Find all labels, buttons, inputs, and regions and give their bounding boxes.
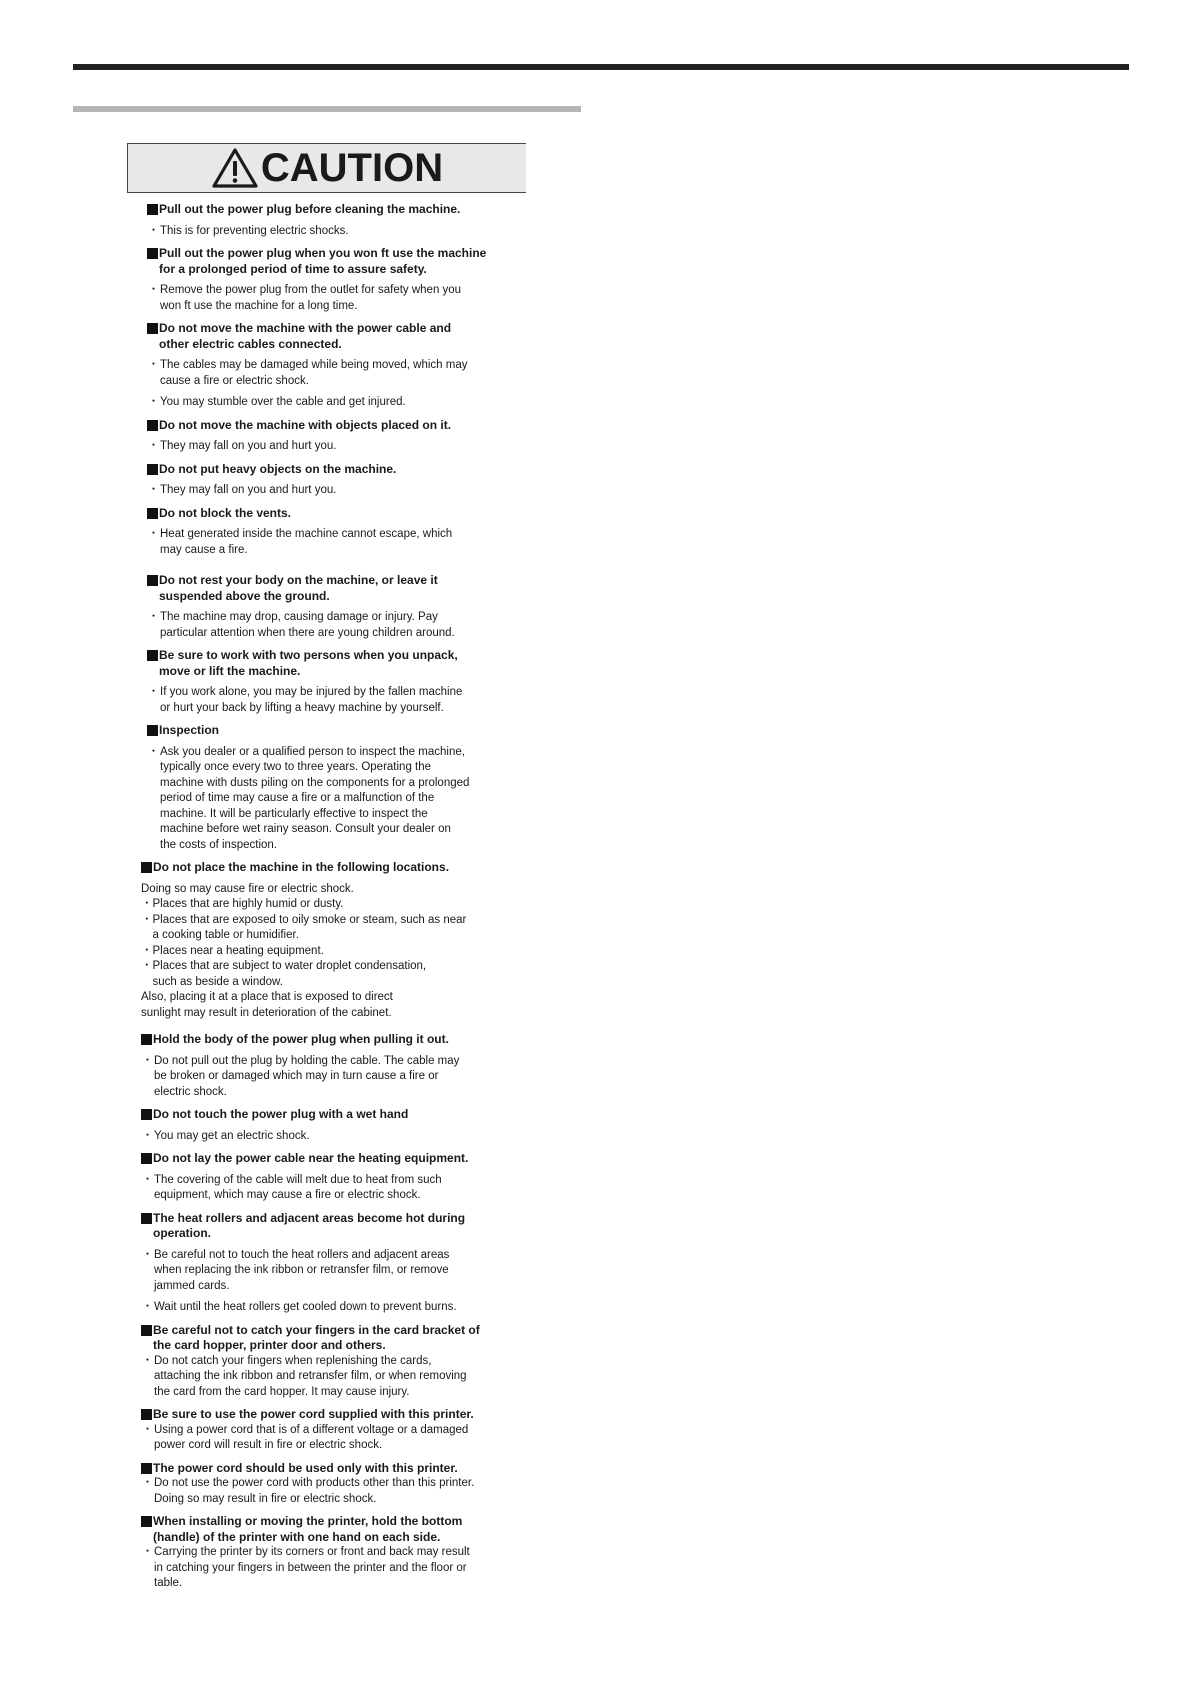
item-note: Wait until the heat rollers get cooled down to prevent burns.	[154, 1301, 457, 1313]
caution-item: Do not move the machine with objects placed on it. ・ They may fall on you and hurt you.	[147, 418, 547, 455]
square-bullet-icon	[147, 508, 158, 519]
item-note: The machine may drop, causing damage or injury. Pay particular attention when there are young children around.	[160, 611, 455, 639]
caution-list	[141, 202, 547, 1599]
square-bullet-icon	[141, 1463, 152, 1474]
item-note: Do not catch your fingers when replenishing the cards, attaching the ink ribbon and retransfer film, or when removing the card from the card hopper. It may cause injury.	[154, 1354, 467, 1398]
caution-title: CAUTION	[260, 146, 444, 190]
item-heading: The heat rollers and adjacent areas become hot during operation.	[153, 1210, 466, 1240]
square-bullet-icon	[147, 420, 158, 431]
caution-item: Be sure to work with two persons when you unpack, move or lift the machine. ・ If you work alone, you may be injured by the fallen machine or hurt your back by lifting a heavy machine by yourself.	[147, 648, 547, 716]
caution-item: Pull out the power plug before cleaning the machine. ・ This is for preventing electric shocks.	[147, 202, 547, 239]
item-note: Ask you dealer or a qualified person to inspect the machine, typically once every two to three years. Operating the machine with dusts piling on the components for a prolonged period of time may cause a fire or a malfunction of the machine. It will be particularly effective to inspect the machine before wet rainy season. Consult your dealer on the costs of inspection.	[160, 745, 470, 851]
item-heading: Do not place the machine in the following locations.	[153, 860, 450, 874]
item-note: You may stumble over the cable and get injured.	[160, 396, 406, 408]
item-heading: Do not block the vents.	[159, 505, 292, 520]
square-bullet-icon	[147, 204, 158, 215]
caution-item: When installing or moving the printer, hold the bottom (handle) of the printer with one hand on each side. ・ Carrying the printer by its corners or front and back may result in catching your fingers in between the printer and the floor or table.	[141, 1514, 547, 1592]
square-bullet-icon	[141, 1325, 152, 1336]
location-item: Places that are highly humid or dusty.	[152, 898, 344, 910]
item-note: Carrying the printer by its corners or front and back may result in catching your fingers in between the printer and the floor or table.	[154, 1546, 470, 1589]
item-note: Heat generated inside the machine cannot escape, which may cause a fire.	[160, 528, 453, 556]
item-heading: When installing or moving the printer, hold the bottom (handle) of the printer with one hand on each side.	[153, 1514, 463, 1544]
square-bullet-icon	[141, 1153, 152, 1164]
locations-intro: Doing so may cause fire or electric shock.	[141, 882, 354, 895]
square-bullet-icon	[147, 575, 158, 586]
item-note: This is for preventing electric shocks.	[160, 224, 349, 237]
caution-item: Inspection ・ Ask you dealer or a qualified person to inspect the machine, typically once every two to three years. Operating the machine with dusts piling on the components for a prolonged period of time may cause a fire or a malfunction of the machine. It will be particularly effective to inspect the machine before wet rainy season. Consult your dealer on the costs of inspection.	[147, 723, 547, 853]
item-heading: Do not move the machine with objects placed on it.	[159, 417, 452, 432]
square-bullet-icon	[141, 1213, 152, 1224]
item-heading: Pull out the power plug before cleaning the machine.	[159, 202, 461, 216]
item-heading: Pull out the power plug when you won ft use the machine for a prolonged period of time to assure safety.	[159, 246, 487, 276]
item-heading: Do not lay the power cable near the heating equipment.	[153, 1151, 469, 1165]
item-note: Using a power cord that is of a different voltage or a damaged power cord will result in fire or electric shock.	[154, 1423, 469, 1451]
item-note: Do not use the power cord with products other than this printer. Doing so may result in fire or electric shock.	[154, 1477, 475, 1505]
caution-item: Be sure to use the power cord supplied with this printer. ・ Using a power cord that is of a different voltage or a damaged power cord will result in fire or electric shock.	[141, 1407, 547, 1454]
item-heading: Do not touch the power plug with a wet hand	[153, 1107, 409, 1121]
item-heading: Do not put heavy objects on the machine.	[159, 461, 397, 476]
locations-note: Also, placing it at a place that is exposed to direct sunlight may result in deterioration of the cabinet.	[141, 991, 393, 1019]
caution-banner	[127, 143, 526, 193]
caution-item: The power cord should be used only with this printer. ・ Do not use the power cord with products other than this printer. Doing so may result in fire or electric shock.	[141, 1461, 547, 1508]
item-heading: Be sure to work with two persons when you unpack, move or lift the machine.	[159, 648, 458, 678]
item-note: Be careful not to touch the heat rollers and adjacent areas when replacing the ink ribbon or retransfer film, or remove jammed cards.	[154, 1248, 450, 1292]
caution-item: Do not rest your body on the machine, or leave it suspended above the ground. ・ The machine may drop, causing damage or injury. Pay particular attention when there are young children around.	[147, 573, 547, 641]
section-rule	[73, 106, 581, 112]
square-bullet-icon	[141, 1409, 152, 1420]
item-note: Do not pull out the plug by holding the cable. The cable may be broken or damaged which may in turn cause a fire or electric shock.	[154, 1054, 460, 1098]
top-rule	[73, 64, 1129, 70]
square-bullet-icon	[147, 248, 158, 259]
square-bullet-icon	[141, 1516, 152, 1527]
square-bullet-icon	[147, 464, 158, 475]
square-bullet-icon	[147, 650, 158, 661]
caution-item: Be careful not to catch your fingers in the card bracket of the card hopper, printer door and others. ・ Do not catch your fingers when replenishing the cards, attaching the ink ribbon and retransfer film, or when removing the card from the card hopper. It may cause injury.	[141, 1323, 547, 1401]
caution-item: Do not touch the power plug with a wet hand ・ You may get an electric shock.	[141, 1107, 547, 1144]
caution-item: Pull out the power plug when you won ft use the machine for a prolonged period of time to assure safety. ・ Remove the power plug from the outlet for safety when you won ft use the machine for a long time.	[147, 246, 547, 314]
caution-item: Do not block the vents. ・ Heat generated inside the machine cannot escape, which may cause a fire.	[147, 506, 547, 559]
locations-section: Do not place the machine in the following locations. Doing so may cause fire or electric shock. ・ Places that are highly humid or dusty. ・ Places that are exposed to oily smoke or steam, such as near a cooking table or humidifier. ・ Places near a heating equipment. ・ Places that are subject to water droplet condensation, such as beside a window. Also, placing it at a place that is exposed to direct sunlight may result in deterioration of the cabinet.	[141, 860, 547, 1021]
item-heading: Be sure to use the power cord supplied with this printer.	[153, 1407, 474, 1421]
item-note: You may get an electric shock.	[154, 1129, 310, 1142]
caution-item: Hold the body of the power plug when pulling it out. ・ Do not pull out the plug by holding the cable. The cable may be broken or damaged which may in turn cause a fire or electric shock.	[141, 1032, 547, 1100]
square-bullet-icon	[147, 725, 158, 736]
item-note: The covering of the cable will melt due to heat from such equipment, which may cause a fire or electric shock.	[154, 1173, 442, 1201]
square-bullet-icon	[141, 1034, 152, 1045]
item-note: They may fall on you and hurt you.	[160, 484, 337, 496]
item-note: The cables may be damaged while being moved, which may cause a fire or electric shock.	[160, 359, 468, 387]
square-bullet-icon	[141, 1109, 152, 1120]
item-heading: The power cord should be used only with this printer.	[153, 1460, 458, 1475]
caution-item: Do not put heavy objects on the machine. ・ They may fall on you and hurt you.	[147, 462, 547, 499]
caution-item: The heat rollers and adjacent areas become hot during operation. ・ Be careful not to touch the heat rollers and adjacent areas when replacing the ink ribbon or retransfer film, or remove jammed cards. ・ Wait until the heat rollers get cooled down to prevent burns.	[141, 1211, 547, 1316]
warning-triangle-icon	[211, 147, 259, 189]
item-heading: Inspection	[159, 723, 220, 737]
item-note: They may fall on you and hurt you.	[160, 440, 337, 452]
item-note: Remove the power plug from the outlet for safety when you won ft use the machine for a long time.	[160, 284, 462, 312]
item-heading: Hold the body of the power plug when pulling it out.	[153, 1032, 449, 1046]
item-note: If you work alone, you may be injured by the fallen machine or hurt your back by lifting a heavy machine by yourself.	[160, 686, 463, 714]
square-bullet-icon	[141, 862, 152, 873]
location-item: Places near a heating equipment.	[152, 944, 324, 957]
item-heading: Be careful not to catch your fingers in the card bracket of the card hopper, printer door and others.	[153, 1322, 480, 1352]
location-item: Places that are exposed to oily smoke or steam, such as near a cooking table or humidifier.	[152, 913, 467, 941]
item-heading: Do not move the machine with the power cable and other electric cables connected.	[159, 321, 452, 351]
item-heading: Do not rest your body on the machine, or leave it suspended above the ground.	[159, 573, 438, 603]
caution-item: Do not lay the power cable near the heating equipment. ・ The covering of the cable will melt due to heat from such equipment, which may cause a fire or electric shock.	[141, 1151, 547, 1204]
location-item: Places that are subject to water droplet condensation, such as beside a window.	[152, 960, 427, 988]
caution-item: Do not move the machine with the power cable and other electric cables connected. ・ The cables may be damaged while being moved, which may cause a fire or electric shock. ・ You may stumble over the cable and get injured.	[147, 321, 547, 411]
square-bullet-icon	[147, 323, 158, 334]
